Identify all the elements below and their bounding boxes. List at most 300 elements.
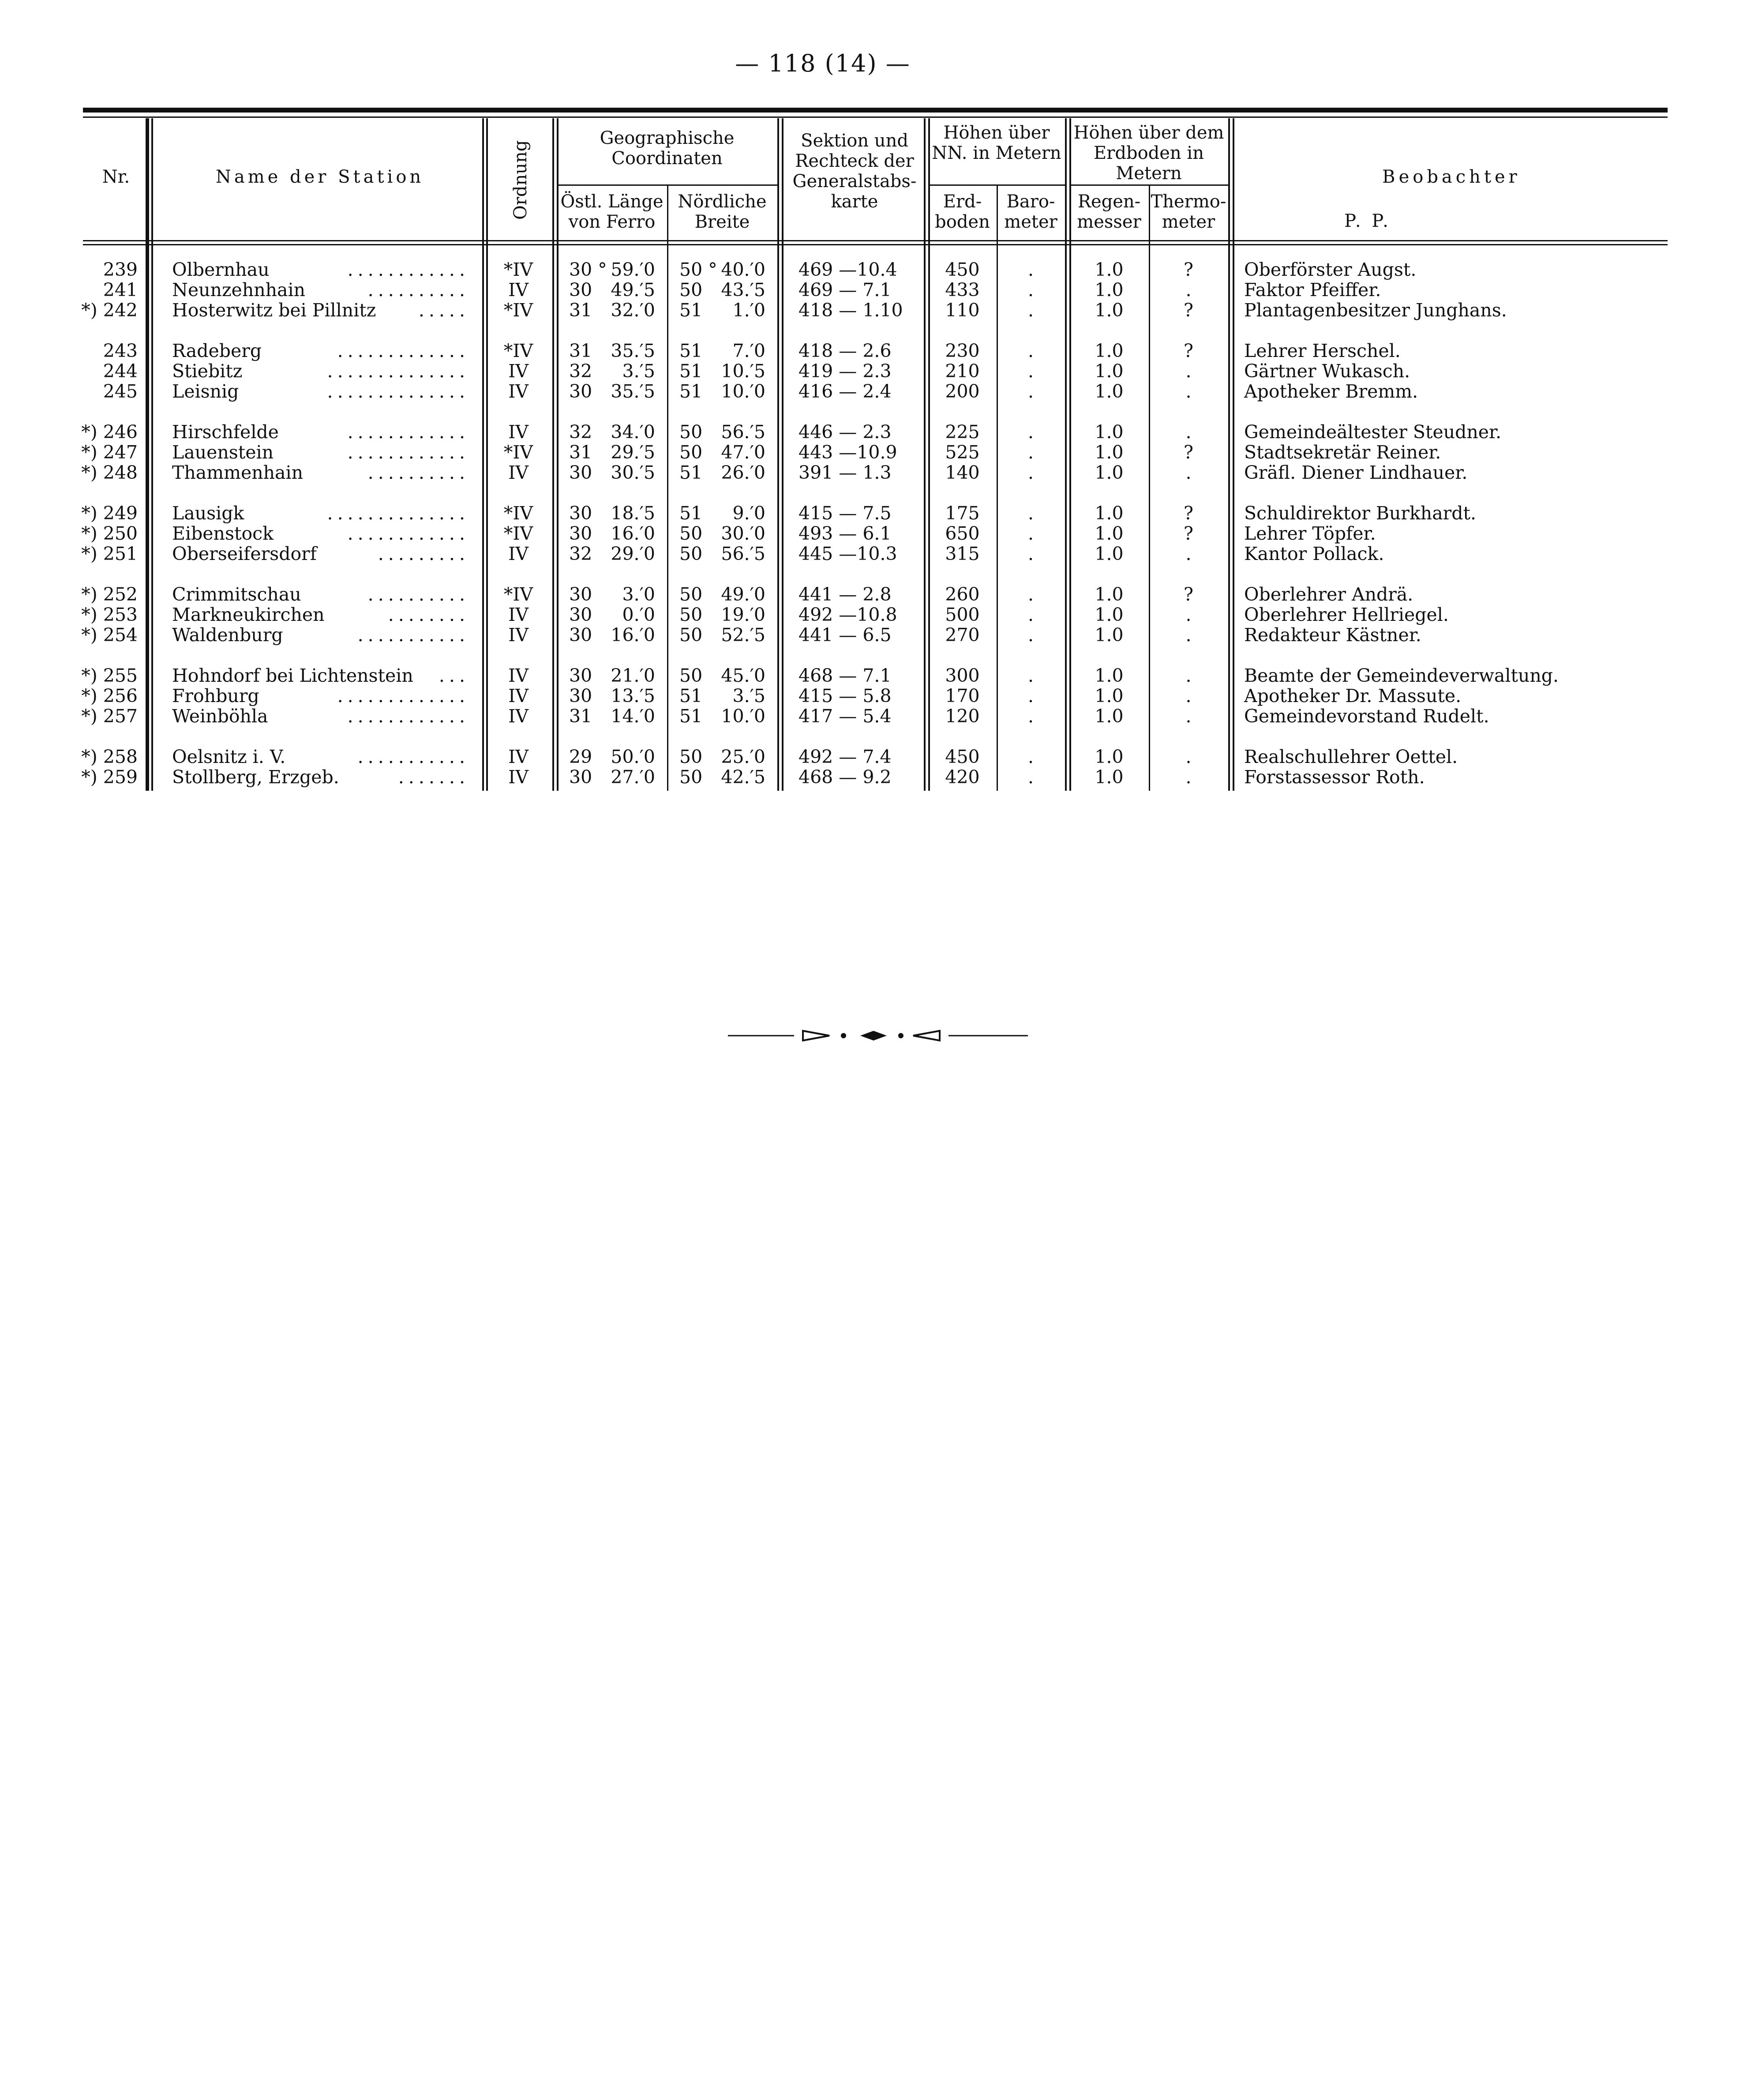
cell-laenge-deg: 32	[569, 361, 592, 382]
leader-dots: ..............	[327, 361, 469, 382]
cell-thermometer: .	[1185, 604, 1192, 625]
cell-station-name: Stollberg, Erzgeb.	[172, 766, 339, 788]
cell-nr: *) 251	[81, 543, 138, 564]
leader-dots: ..........	[367, 584, 469, 605]
cell-regenmesser: 1.0	[1095, 624, 1124, 646]
cell-nr: *) 255	[81, 665, 138, 686]
cell-thermometer: .	[1185, 766, 1192, 788]
column-rule	[1065, 118, 1067, 791]
cell-nr: 241	[103, 279, 138, 301]
cell-breite-deg: 50	[679, 523, 703, 544]
header-geo-coordinates: Geographische Coordinaten	[600, 128, 735, 169]
cell-barometer: .	[1027, 462, 1034, 483]
cell-breite-deg: 50	[679, 543, 703, 564]
cell-laenge-deg: 31	[569, 300, 592, 321]
header-station-name: Name der Station	[215, 167, 424, 187]
cell-laenge-deg: 30	[569, 766, 592, 788]
cell-regenmesser: 1.0	[1095, 279, 1124, 301]
leader-dots: ...........	[357, 746, 469, 767]
cell-breite-deg: 51	[679, 381, 703, 402]
cell-station-name: Oelsnitz i. V.	[172, 746, 286, 767]
cell-sektion: 492 —10.8	[799, 604, 897, 625]
column-rule	[667, 185, 668, 791]
column-rule	[557, 118, 559, 791]
cell-breite-min: 56.′5	[721, 421, 765, 443]
cell-thermometer: ?	[1184, 259, 1193, 280]
leader-dots: .............	[337, 685, 469, 706]
cell-ordnung: IV	[508, 543, 529, 564]
cell-ordnung: IV	[508, 421, 529, 443]
cell-breite-min: 1.′0	[732, 300, 765, 321]
cell-breite-deg: 50	[679, 766, 703, 788]
header-breite: Nördliche Breite	[678, 192, 767, 232]
cell-nr: 243	[103, 340, 138, 361]
cell-sektion: 445 —10.3	[799, 543, 897, 564]
cell-ordnung: IV	[508, 361, 529, 382]
cell-sektion: 415 — 7.5	[799, 503, 892, 524]
leader-dots: ............	[347, 421, 469, 443]
cell-breite-deg: 50	[679, 624, 703, 646]
cell-regenmesser: 1.0	[1095, 503, 1124, 524]
leader-dots: ...........	[357, 624, 469, 646]
cell-station-name: Lauenstein	[172, 442, 274, 463]
cell-station-name: Leisnig	[172, 381, 239, 402]
cell-beobachter: Plantagenbesitzer Junghans.	[1244, 300, 1507, 321]
header-beobachter: Beobachter	[1382, 167, 1521, 187]
cell-station-name: Weinböhla	[172, 706, 268, 727]
column-rule	[482, 118, 484, 791]
cell-laenge-min: 29.′0	[611, 543, 655, 564]
cell-nr: 239	[103, 259, 138, 280]
cell-regenmesser: 1.0	[1095, 462, 1124, 483]
cell-breite-deg: 50	[679, 442, 703, 463]
cell-laenge-min: 49.′5	[611, 279, 655, 301]
leader-dots: ..........	[367, 279, 469, 301]
cell-beobachter: Gemeindeältester Steudner.	[1244, 421, 1502, 443]
cell-erdboden: 210	[945, 361, 980, 382]
leader-dots: ............	[347, 706, 469, 727]
cell-barometer: .	[1027, 604, 1034, 625]
cell-thermometer: .	[1185, 543, 1192, 564]
cell-regenmesser: 1.0	[1095, 421, 1124, 443]
cell-erdboden: 650	[945, 523, 980, 544]
cell-breite-deg: 51	[679, 340, 703, 361]
cell-laenge-deg: 31	[569, 442, 592, 463]
cell-laenge-min: 0.′0	[622, 604, 655, 625]
cell-beobachter: Stadtsekretär Reiner.	[1244, 442, 1441, 463]
cell-erdboden: 175	[945, 503, 980, 524]
cell-sektion: 419 — 2.3	[799, 361, 892, 382]
cell-station-name: Waldenburg	[172, 624, 283, 646]
cell-regenmesser: 1.0	[1095, 361, 1124, 382]
cell-barometer: .	[1027, 381, 1034, 402]
leader-dots: .......	[398, 766, 469, 788]
cell-regenmesser: 1.0	[1095, 442, 1124, 463]
cell-laenge-min: 13.′5	[611, 685, 655, 706]
column-rule	[552, 118, 554, 791]
cell-laenge-deg: 30	[569, 503, 592, 524]
cell-thermometer: .	[1185, 706, 1192, 727]
cell-regenmesser: 1.0	[1095, 523, 1124, 544]
cell-laenge-deg: 30	[569, 381, 592, 402]
cell-breite-deg: 50	[679, 279, 703, 301]
cell-laenge-min: 18.′5	[611, 503, 655, 524]
cell-regenmesser: 1.0	[1095, 665, 1124, 686]
column-rule	[151, 118, 153, 791]
cell-nr: *) 249	[81, 503, 138, 524]
cell-breite-deg: 50 °	[679, 259, 717, 280]
cell-thermometer: .	[1185, 624, 1192, 646]
cell-sektion: 391 — 1.3	[799, 462, 892, 483]
cell-sektion: 493 — 6.1	[799, 523, 892, 544]
cell-breite-deg: 50	[679, 421, 703, 443]
cell-erdboden: 140	[945, 462, 980, 483]
cell-nr: *) 259	[81, 766, 138, 788]
cell-beobachter: Beamte der Gemeindeverwaltung.	[1244, 665, 1559, 686]
leader-dots: ............	[347, 442, 469, 463]
cell-ordnung: *IV	[503, 523, 533, 544]
cell-nr: *) 247	[81, 442, 138, 463]
leader-dots: ..........	[367, 462, 469, 483]
cell-station-name: Lausigk	[172, 503, 244, 524]
cell-laenge-min: 30.′5	[611, 462, 655, 483]
cell-sektion: 418 — 1.10	[799, 300, 903, 321]
cell-breite-min: 40.′0	[721, 259, 765, 280]
cell-breite-min: 10.′5	[721, 361, 765, 382]
top-thick-rule	[83, 108, 1668, 113]
cell-breite-deg: 50	[679, 604, 703, 625]
cell-barometer: .	[1027, 766, 1034, 788]
cell-station-name: Hohndorf bei Lichtenstein	[172, 665, 413, 686]
cell-erdboden: 170	[945, 685, 980, 706]
cell-erdboden: 120	[945, 706, 980, 727]
header-laenge: Östl. Länge von Ferro	[560, 192, 664, 232]
cell-breite-min: 43.′5	[721, 279, 765, 301]
cell-breite-min: 9.′0	[732, 503, 765, 524]
cell-ordnung: *IV	[503, 340, 533, 361]
column-rule	[146, 118, 149, 791]
cell-station-name: Markneukirchen	[172, 604, 325, 625]
cell-thermometer: ?	[1184, 523, 1193, 544]
cell-erdboden: 260	[945, 584, 980, 605]
cell-nr: *) 257	[81, 706, 138, 727]
cell-barometer: .	[1027, 584, 1034, 605]
header-hoehen-nn: Höhen über NN. in Metern	[932, 123, 1061, 163]
cell-station-name: Radeberg	[172, 340, 262, 361]
cell-laenge-deg: 30	[569, 462, 592, 483]
cell-laenge-deg: 32	[569, 543, 592, 564]
cell-laenge-min: 35.′5	[611, 381, 655, 402]
cell-regenmesser: 1.0	[1095, 259, 1124, 280]
cell-nr: *) 242	[81, 300, 138, 321]
cell-beobachter: Gärtner Wukasch.	[1244, 361, 1410, 382]
cell-barometer: .	[1027, 421, 1034, 443]
cell-regenmesser: 1.0	[1095, 340, 1124, 361]
cell-breite-deg: 51	[679, 685, 703, 706]
cell-beobachter: Lehrer Töpfer.	[1244, 523, 1376, 544]
cell-breite-deg: 50	[679, 665, 703, 686]
header-thermometer: Thermo-meter	[1151, 192, 1226, 232]
cell-laenge-deg: 30	[569, 685, 592, 706]
cell-erdboden: 420	[945, 766, 980, 788]
cell-laenge-min: 32.′0	[611, 300, 655, 321]
cell-laenge-deg: 30	[569, 604, 592, 625]
cell-nr: *) 252	[81, 584, 138, 605]
cell-erdboden: 450	[945, 259, 980, 280]
cell-erdboden: 433	[945, 279, 980, 301]
cell-ordnung: IV	[508, 381, 529, 402]
cell-regenmesser: 1.0	[1095, 766, 1124, 788]
cell-barometer: .	[1027, 523, 1034, 544]
end-ornament	[728, 1028, 1028, 1043]
page-number: — 118 (14) —	[735, 49, 911, 77]
cell-regenmesser: 1.0	[1095, 543, 1124, 564]
cell-ordnung: IV	[508, 685, 529, 706]
cell-station-name: Olbernhau	[172, 259, 270, 280]
cell-breite-min: 26.′0	[721, 462, 765, 483]
cell-erdboden: 230	[945, 340, 980, 361]
cell-station-name: Eibenstock	[172, 523, 274, 544]
cell-beobachter: Gemeindevorstand Rudelt.	[1244, 706, 1489, 727]
header-nr: Nr.	[102, 167, 130, 187]
cell-sektion: 469 — 7.1	[799, 279, 892, 301]
cell-erdboden: 300	[945, 665, 980, 686]
cell-ordnung: *IV	[503, 503, 533, 524]
cell-regenmesser: 1.0	[1095, 381, 1124, 402]
cell-barometer: .	[1027, 279, 1034, 301]
cell-station-name: Hosterwitz bei Pillnitz	[172, 300, 376, 321]
cell-laenge-min: 50.′0	[611, 746, 655, 767]
cell-ordnung: *IV	[503, 584, 533, 605]
leader-dots: ............	[347, 523, 469, 544]
leader-dots: ..............	[327, 503, 469, 524]
cell-barometer: .	[1027, 340, 1034, 361]
cell-breite-deg: 50	[679, 584, 703, 605]
cell-breite-deg: 51	[679, 361, 703, 382]
cell-breite-min: 7.′0	[732, 340, 765, 361]
cell-laenge-deg: 29	[569, 746, 592, 767]
cell-breite-deg: 51	[679, 462, 703, 483]
cell-erdboden: 110	[945, 300, 980, 321]
cell-ordnung: IV	[508, 604, 529, 625]
header-pp: P. P.	[1344, 211, 1391, 231]
cell-laenge-min: 21.′0	[611, 665, 655, 686]
cell-nr: *) 246	[81, 421, 138, 443]
cell-thermometer: .	[1185, 462, 1192, 483]
cell-laenge-deg: 30 °	[569, 259, 607, 280]
cell-erdboden: 315	[945, 543, 980, 564]
cell-ordnung: IV	[508, 746, 529, 767]
cell-ordnung: *IV	[503, 442, 533, 463]
cell-barometer: .	[1027, 624, 1034, 646]
header-ordnung: Ordnung	[510, 140, 531, 220]
cell-beobachter: Oberlehrer Andrä.	[1244, 584, 1413, 605]
cell-laenge-min: 16.′0	[611, 523, 655, 544]
cell-breite-min: 47.′0	[721, 442, 765, 463]
cell-breite-min: 52.′5	[721, 624, 765, 646]
cell-beobachter: Oberlehrer Hellriegel.	[1244, 604, 1449, 625]
cell-barometer: .	[1027, 706, 1034, 727]
cell-breite-min: 10.′0	[721, 706, 765, 727]
cell-beobachter: Schuldirektor Burkhardt.	[1244, 503, 1477, 524]
cell-erdboden: 200	[945, 381, 980, 402]
column-rule	[1233, 118, 1234, 791]
cell-barometer: .	[1027, 746, 1034, 767]
cell-station-name: Stiebitz	[172, 361, 243, 382]
cell-beobachter: Redakteur Kästner.	[1244, 624, 1421, 646]
cell-breite-min: 25.′0	[721, 746, 765, 767]
cell-laenge-deg: 31	[569, 340, 592, 361]
cell-thermometer: .	[1185, 279, 1192, 301]
cell-breite-min: 45.′0	[721, 665, 765, 686]
cell-thermometer: .	[1185, 421, 1192, 443]
cell-sektion: 492 — 7.4	[799, 746, 892, 767]
cell-station-name: Hirschfelde	[172, 421, 279, 443]
cell-barometer: .	[1027, 685, 1034, 706]
cell-beobachter: Realschullehrer Oettel.	[1244, 746, 1458, 767]
cell-barometer: .	[1027, 361, 1034, 382]
column-rule	[1228, 118, 1230, 791]
cell-breite-deg: 50	[679, 746, 703, 767]
cell-laenge-deg: 32	[569, 421, 592, 443]
cell-thermometer: .	[1185, 665, 1192, 686]
cell-nr: 244	[103, 361, 138, 382]
cell-barometer: .	[1027, 665, 1034, 686]
cell-beobachter: Forstassessor Roth.	[1244, 766, 1425, 788]
cell-regenmesser: 1.0	[1095, 706, 1124, 727]
header-barometer: Baro-meter	[1004, 192, 1057, 232]
header-hoehen-erdboden: Höhen über dem Erdboden in Metern	[1073, 123, 1224, 184]
cell-laenge-deg: 30	[569, 665, 592, 686]
cell-station-name: Oberseifersdorf	[172, 543, 317, 564]
cell-nr: *) 254	[81, 624, 138, 646]
top-thin-rule	[83, 116, 1668, 118]
cell-breite-min: 19.′0	[721, 604, 765, 625]
cell-breite-min: 56.′5	[721, 543, 765, 564]
cell-sektion: 443 —10.9	[799, 442, 897, 463]
cell-sektion: 415 — 5.8	[799, 685, 892, 706]
cell-breite-min: 3.′5	[732, 685, 765, 706]
cell-beobachter: Gräfl. Diener Lindhauer.	[1244, 462, 1468, 483]
cell-thermometer: .	[1185, 685, 1192, 706]
cell-ordnung: IV	[508, 624, 529, 646]
cell-breite-deg: 51	[679, 300, 703, 321]
header-sektion: Sektion und Rechteck der Generalstabs-karte	[792, 131, 917, 212]
cell-ordnung: IV	[508, 462, 529, 483]
cell-erdboden: 225	[945, 421, 980, 443]
cell-sektion: 417 — 5.4	[799, 706, 892, 727]
cell-erdboden: 450	[945, 746, 980, 767]
cell-thermometer: ?	[1184, 584, 1193, 605]
cell-ordnung: *IV	[503, 300, 533, 321]
cell-regenmesser: 1.0	[1095, 584, 1124, 605]
cell-laenge-deg: 31	[569, 706, 592, 727]
cell-regenmesser: 1.0	[1095, 746, 1124, 767]
cell-nr: 245	[103, 381, 138, 402]
cell-beobachter: Apotheker Dr. Massute.	[1244, 685, 1462, 706]
cell-laenge-deg: 30	[569, 624, 592, 646]
cell-laenge-min: 34.′0	[611, 421, 655, 443]
leader-dots: ........	[388, 604, 469, 625]
cell-laenge-min: 27.′0	[611, 766, 655, 788]
cell-erdboden: 525	[945, 442, 980, 463]
cell-laenge-min: 29.′5	[611, 442, 655, 463]
cell-station-name: Thammenhain	[172, 462, 303, 483]
cell-ordnung: IV	[508, 766, 529, 788]
cell-regenmesser: 1.0	[1095, 300, 1124, 321]
column-rule	[777, 118, 779, 791]
cell-thermometer: .	[1185, 381, 1192, 402]
cell-sektion: 416 — 2.4	[799, 381, 892, 402]
cell-erdboden: 500	[945, 604, 980, 625]
cell-laenge-min: 3.′5	[622, 361, 655, 382]
cell-sektion: 468 — 7.1	[799, 665, 892, 686]
cell-thermometer: ?	[1184, 300, 1193, 321]
cell-laenge-min: 14.′0	[611, 706, 655, 727]
cell-regenmesser: 1.0	[1095, 604, 1124, 625]
leader-dots: ..............	[327, 381, 469, 402]
cell-beobachter: Lehrer Herschel.	[1244, 340, 1401, 361]
cell-breite-min: 30.′0	[721, 523, 765, 544]
cell-breite-min: 10.′0	[721, 381, 765, 402]
cell-laenge-min: 16.′0	[611, 624, 655, 646]
leader-dots: .........	[378, 543, 469, 564]
header-bottom-rule-1	[83, 240, 1668, 241]
cell-barometer: .	[1027, 503, 1034, 524]
cell-sektion: 441 — 6.5	[799, 624, 892, 646]
cell-barometer: .	[1027, 300, 1034, 321]
cell-thermometer: ?	[1184, 340, 1193, 361]
column-rule	[924, 118, 926, 791]
cell-laenge-min: 35.′5	[611, 340, 655, 361]
leader-dots: ...	[439, 665, 469, 686]
cell-ordnung: IV	[508, 665, 529, 686]
cell-station-name: Crimmitschau	[172, 584, 301, 605]
cell-nr: *) 253	[81, 604, 138, 625]
cell-station-name: Frohburg	[172, 685, 259, 706]
cell-thermometer: .	[1185, 746, 1192, 767]
cell-regenmesser: 1.0	[1095, 685, 1124, 706]
cell-beobachter: Apotheker Bremm.	[1244, 381, 1418, 402]
cell-laenge-deg: 30	[569, 279, 592, 301]
cell-breite-deg: 51	[679, 706, 703, 727]
cell-thermometer: ?	[1184, 503, 1193, 524]
cell-breite-min: 49.′0	[721, 584, 765, 605]
cell-beobachter: Oberförster Augst.	[1244, 259, 1417, 280]
cell-barometer: .	[1027, 259, 1034, 280]
cell-laenge-deg: 30	[569, 523, 592, 544]
cell-beobachter: Kantor Pollack.	[1244, 543, 1384, 564]
cell-laenge-min: 59.′0	[611, 259, 655, 280]
cell-station-name: Neunzehnhain	[172, 279, 305, 301]
column-rule	[782, 118, 784, 791]
cell-barometer: .	[1027, 543, 1034, 564]
cell-nr: *) 258	[81, 746, 138, 767]
cell-barometer: .	[1027, 442, 1034, 463]
cell-beobachter: Faktor Pfeiffer.	[1244, 279, 1381, 301]
cell-nr: *) 256	[81, 685, 138, 706]
cell-ordnung: IV	[508, 706, 529, 727]
cell-breite-deg: 51	[679, 503, 703, 524]
header-regenmesser: Regen-messer	[1077, 192, 1141, 232]
cell-laenge-min: 3.′0	[622, 584, 655, 605]
cell-thermometer: .	[1185, 361, 1192, 382]
cell-thermometer: ?	[1184, 442, 1193, 463]
header-bottom-rule-2	[83, 244, 1668, 245]
cell-erdboden: 270	[945, 624, 980, 646]
cell-sektion: 446 — 2.3	[799, 421, 892, 443]
cell-sektion: 468 — 9.2	[799, 766, 892, 788]
